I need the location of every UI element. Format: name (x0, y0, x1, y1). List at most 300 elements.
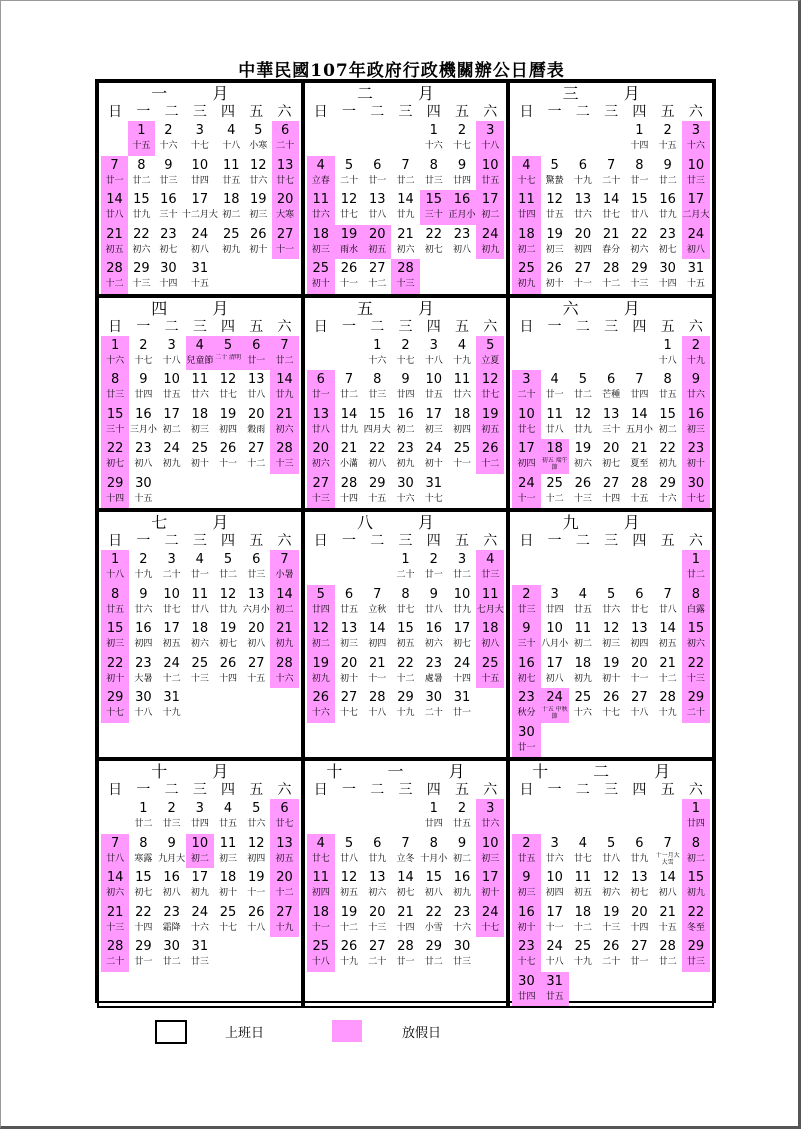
lunar-label: 十八 (658, 355, 677, 366)
lunar-label: 廿七 (162, 604, 181, 615)
day-number: 26 (340, 261, 358, 276)
lunar-label: 二十 清明 (215, 353, 242, 361)
day-number: 16 (687, 406, 705, 422)
lunar-label: 廿七 (276, 175, 295, 186)
day-number: 14 (340, 406, 358, 422)
workday-cell (129, 688, 157, 723)
workday-cell (420, 619, 448, 654)
day-number: 23 (135, 655, 152, 671)
day-number: 31 (191, 939, 209, 954)
lunar-label: 初八 (545, 673, 564, 684)
holiday-day-cell (363, 225, 391, 260)
weekday-header: 五 (454, 782, 469, 798)
day-number: 22 (397, 655, 414, 671)
lunar-label: 初三 (340, 639, 359, 649)
day-number: 29 (659, 475, 676, 491)
lunar-label: 初三 (219, 853, 238, 864)
lunar-label: 廿九 (396, 210, 415, 220)
day-number: 13 (574, 192, 592, 207)
workday-cell (157, 439, 185, 474)
day-number: 11 (574, 621, 592, 636)
lunar-label: 夏至 (630, 459, 649, 469)
workday-cell (242, 619, 270, 654)
month-block (97, 81, 303, 296)
day-number: 7 (607, 157, 616, 173)
day-number: 21 (659, 655, 676, 671)
day-number: 21 (659, 904, 676, 920)
day-number: 8 (429, 157, 438, 173)
day-number: 30 (425, 690, 442, 705)
weekday-header: 日 (108, 782, 123, 798)
weekday-header: 二 (164, 104, 179, 120)
lunar-label: 廿五 (219, 819, 238, 829)
day-number: 28 (106, 261, 123, 276)
holiday-day-cell (512, 654, 540, 689)
day-number: 13 (248, 372, 265, 387)
day-number: 7 (280, 552, 289, 567)
day-number: 25 (312, 939, 330, 954)
day-number: 21 (631, 441, 648, 456)
lunar-label: 初三 (602, 639, 621, 649)
lunar-label: 十六 (106, 355, 125, 366)
lunar-label: 廿四 (545, 604, 564, 615)
empty-cell (363, 121, 391, 156)
day-number: 27 (368, 939, 386, 954)
workday-cell (625, 688, 653, 723)
month-title: 三 月 (562, 84, 660, 103)
workday-cell (363, 688, 391, 723)
lunar-label: 二十 (106, 957, 125, 967)
day-number: 14 (659, 621, 676, 636)
empty-cell (391, 121, 419, 156)
lunar-label: 十三 (686, 673, 705, 684)
holiday-day-cell (512, 619, 540, 654)
day-number: 23 (453, 904, 471, 920)
workday-cell (569, 156, 597, 191)
lunar-label: 十七 (340, 708, 359, 718)
lunar-label: 廿六 (134, 604, 153, 615)
day-number: 27 (276, 904, 293, 920)
workday-cell (569, 370, 597, 405)
day-number: 23 (518, 939, 535, 954)
workday-cell (420, 225, 448, 260)
weekday-header: 三 (398, 782, 413, 798)
weekday-header: 五 (249, 104, 264, 120)
lunar-label: 初二 (275, 604, 294, 615)
day-number: 30 (163, 939, 180, 954)
weekday-header: 日 (519, 318, 534, 335)
day-number: 24 (546, 939, 563, 954)
day-number: 18 (518, 226, 535, 242)
month-title: 八 月 (356, 513, 455, 532)
holiday-day-cell (307, 688, 335, 723)
workday-cell (597, 225, 625, 260)
legend-workday-swatch (155, 1020, 187, 1044)
lunar-label: 廿三 (106, 390, 125, 400)
day-number: 10 (191, 157, 209, 173)
lunar-label: 廿四 (190, 819, 209, 829)
workday-cell (654, 619, 682, 654)
workday-cell (597, 903, 625, 938)
lunar-label: 十五 (368, 493, 387, 504)
day-number: 11 (312, 192, 330, 207)
day-number: 23 (518, 690, 535, 705)
day-number: 14 (631, 406, 648, 422)
workday-cell (597, 156, 625, 191)
lunar-label: 廿四 (311, 604, 330, 615)
holiday-day-cell (682, 121, 710, 156)
workday-cell (448, 370, 476, 405)
workday-cell (541, 370, 569, 405)
workday-cell (391, 585, 419, 620)
lunar-label: 廿四 (396, 390, 415, 400)
holiday-day-cell (682, 688, 710, 723)
day-number: 23 (453, 226, 471, 242)
day-number: 19 (546, 226, 563, 242)
holiday-day-cell (270, 405, 298, 440)
day-number: 28 (276, 655, 293, 671)
lunar-label: 初八 (162, 888, 181, 898)
workday-cell (625, 190, 653, 225)
day-number: 9 (691, 372, 701, 387)
workday-cell (654, 688, 682, 723)
lunar-label: 初九 (162, 459, 181, 469)
empty-cell (335, 550, 363, 585)
workday-cell (245, 190, 272, 225)
holiday-day-cell (682, 550, 710, 585)
lunar-label: 廿二 (340, 390, 359, 400)
day-number: 28 (368, 690, 386, 705)
lunar-label: 初五 (162, 639, 181, 649)
day-number: 27 (248, 655, 265, 671)
day-grid (512, 550, 710, 757)
workday-cell (420, 585, 448, 620)
weekday-header: 三 (398, 318, 413, 335)
lunar-label: 初十 (249, 244, 268, 255)
day-number: 9 (139, 372, 148, 387)
lunar-label: 初五 (368, 244, 387, 255)
lunar-label: 十六 (311, 708, 330, 718)
day-number: 1 (429, 801, 438, 816)
day-number: 26 (602, 939, 620, 954)
lunar-label: 五月小 (625, 424, 653, 435)
day-number: 26 (248, 904, 265, 920)
lunar-label: 十二 (481, 459, 500, 469)
workday-cell (391, 474, 419, 509)
lunar-label: 初四 (247, 853, 266, 864)
day-number: 14 (276, 586, 293, 602)
holiday-day-cell (101, 336, 129, 371)
weekday-header: 一 (342, 104, 356, 120)
holiday-day-cell (541, 972, 569, 1007)
holiday-day-cell (682, 190, 710, 225)
workday-cell (129, 405, 157, 440)
workday-cell (155, 156, 182, 191)
lunar-label: 十四 (396, 922, 415, 933)
holiday-day-cell (476, 225, 504, 260)
workday-cell (214, 654, 242, 689)
day-number: 15 (135, 870, 152, 885)
lunar-label: 廿九 (630, 853, 649, 864)
workday-cell (391, 439, 419, 474)
day-number: 7 (401, 157, 410, 173)
lunar-label: 初九 (573, 673, 592, 684)
lunar-label: 十九 (573, 957, 592, 967)
lunar-label: 十三 (396, 279, 415, 289)
workday-cell (541, 585, 569, 620)
workday-cell (155, 259, 182, 294)
day-number: 14 (106, 870, 124, 885)
lunar-label: 初三 (686, 424, 705, 435)
workday-cell (391, 550, 419, 585)
weekday-header: 三 (398, 533, 413, 549)
lunar-label: 廿八 (106, 853, 125, 864)
day-number: 7 (663, 835, 672, 851)
lunar-label: 十一 (311, 922, 330, 933)
weekday-header: 三 (398, 104, 413, 120)
lunar-label: 廿九 (340, 424, 359, 435)
day-number: 10 (481, 835, 499, 851)
lunar-label: 初七 (159, 244, 178, 255)
holiday-day-cell (307, 868, 335, 903)
workday-cell (214, 903, 242, 938)
weekday-header: 三 (192, 104, 207, 120)
workday-cell (214, 585, 242, 620)
lunar-label: 初四 (545, 888, 564, 898)
lunar-label: 十九 (396, 708, 415, 718)
holiday-day-cell (476, 619, 504, 654)
lunar-label: 初九 (396, 459, 415, 469)
day-grid (101, 121, 299, 294)
day-number: 14 (276, 372, 293, 387)
workday-cell (625, 225, 653, 260)
workday-cell (391, 156, 419, 191)
day-number: 5 (316, 586, 325, 602)
workday-cell (569, 474, 597, 509)
legend-holiday-swatch (332, 1020, 362, 1042)
month-title: 六 月 (562, 298, 660, 318)
day-number: 17 (191, 192, 209, 207)
day-number: 30 (687, 475, 705, 491)
workday-cell (625, 474, 653, 509)
lunar-label: 霜降 (162, 922, 181, 933)
workday-cell (597, 585, 625, 620)
day-number: 17 (687, 192, 705, 207)
workday-cell (597, 439, 625, 474)
day-number: 27 (631, 690, 648, 705)
workday-cell (541, 405, 569, 440)
workday-cell (625, 585, 653, 620)
holiday-day-cell (420, 190, 448, 225)
weekday-header: 五 (249, 318, 264, 335)
month-title: 五 月 (356, 298, 455, 318)
holiday-day-cell (476, 799, 504, 834)
day-number: 2 (522, 586, 531, 602)
lunar-label: 初三 (517, 888, 536, 898)
day-number: 4 (578, 586, 588, 602)
lunar-label: 初二 (686, 853, 705, 864)
lunar-label: 十六 (573, 708, 592, 718)
lunar-label: 十五 (686, 279, 705, 289)
lunar-label: 十一 (219, 459, 238, 469)
day-number: 30 (135, 690, 152, 705)
day-number: 18 (219, 870, 237, 885)
day-number: 19 (312, 655, 330, 671)
day-number: 5 (252, 801, 261, 816)
day-number: 8 (429, 835, 438, 851)
lunar-label: 廿七 (219, 390, 238, 400)
lunar-label: 十九 (134, 570, 153, 580)
lunar-label: 初十 (481, 888, 500, 898)
day-number: 29 (106, 475, 124, 491)
lunar-label: 十三 (573, 493, 592, 504)
lunar-label: 廿九 (658, 210, 677, 220)
day-number: 23 (135, 441, 152, 456)
workday-cell (569, 903, 597, 938)
weekday-header: 六 (688, 533, 703, 549)
weekday-header: 一 (547, 104, 562, 120)
lunar-label: 十七 (517, 175, 536, 186)
day-number: 7 (373, 586, 382, 602)
day-grid (101, 550, 299, 723)
day-number: 16 (518, 655, 535, 671)
lunar-label: 廿八 (190, 604, 209, 615)
workday-cell (186, 903, 214, 938)
lunar-label: 廿二 (452, 570, 471, 580)
day-number: 28 (397, 261, 414, 276)
lunar-label: 廿三 (368, 390, 387, 400)
workday-cell (363, 937, 391, 972)
legend-holiday-label: 放假日 (402, 1026, 442, 1041)
workday-cell (682, 259, 710, 294)
lunar-label: 十九 (452, 355, 471, 366)
holiday-day-cell (101, 259, 128, 294)
workday-cell (391, 654, 419, 689)
month-block (508, 81, 714, 296)
day-number: 30 (135, 475, 152, 491)
holiday-day-cell (242, 336, 270, 371)
month-title: 七 月 (151, 513, 249, 532)
month-title: 十 月 (151, 762, 249, 781)
workday-cell (420, 868, 448, 903)
weekday-header: 一 (136, 782, 151, 798)
workday-cell (391, 370, 419, 405)
day-grid (101, 336, 299, 509)
day-number: 26 (312, 690, 330, 705)
day-grid (512, 799, 710, 1006)
day-grid (512, 121, 710, 294)
workday-cell (597, 474, 625, 509)
empty-cell (512, 550, 540, 585)
weekday-header: 一 (547, 782, 562, 798)
lunar-label: 初七 (134, 888, 153, 898)
lunar-label: 廿二 (658, 175, 677, 186)
holiday-day-cell (101, 619, 129, 654)
day-number: 24 (481, 904, 499, 920)
lunar-label: 十五 (132, 141, 151, 151)
day-number: 19 (481, 406, 499, 422)
empty-cell (307, 550, 335, 585)
lunar-label: 廿八 (247, 390, 266, 400)
lunar-label: 十七 (517, 957, 536, 967)
lunar-label: 十五 (630, 493, 649, 504)
weekday-header: 二 (370, 782, 385, 798)
weekday-header: 日 (313, 782, 328, 798)
empty-cell (335, 121, 363, 156)
lunar-label: 十二 (105, 279, 124, 289)
lunar-label: 初八 (686, 244, 705, 255)
workday-cell (420, 834, 448, 869)
day-number: 18 (312, 904, 330, 920)
lunar-label: 廿六 (602, 604, 621, 615)
weekday-header: 日 (108, 318, 123, 335)
lunar-label: 十九 (275, 922, 294, 933)
lunar-label: 十九 (658, 708, 677, 718)
lunar-label: 初七 (630, 888, 649, 898)
lunar-label: 廿八 (424, 604, 443, 615)
workday-cell (448, 121, 476, 156)
lunar-label: 初七 (106, 459, 125, 469)
day-number: 18 (191, 406, 209, 422)
day-number: 31 (453, 690, 471, 705)
day-number: 29 (631, 261, 648, 276)
holiday-day-cell (512, 190, 540, 225)
workday-cell (597, 619, 625, 654)
lunar-label: 小雪 (424, 922, 443, 933)
holiday-day-cell (682, 439, 710, 474)
holiday-day-cell (101, 474, 129, 509)
empty-cell (625, 336, 653, 371)
day-number: 7 (344, 372, 354, 387)
workday-cell (597, 868, 625, 903)
day-number: 8 (110, 586, 120, 602)
day-number: 14 (602, 192, 620, 207)
lunar-label: 廿二 (396, 175, 415, 186)
workday-cell (448, 336, 476, 371)
day-number: 11 (312, 870, 330, 885)
holiday-day-cell (307, 903, 335, 938)
lunar-label: 白露 (686, 604, 705, 615)
lunar-label: 廿六 (311, 210, 330, 220)
lunar-label: 廿二 (275, 355, 294, 366)
lunar-label: 十三 (106, 922, 125, 933)
weekday-header: 三 (604, 318, 619, 335)
lunar-label: 十七 (481, 922, 500, 933)
holiday-day-cell (476, 156, 504, 191)
day-number: 4 (522, 157, 531, 173)
empty-cell (541, 336, 569, 371)
lunar-label: 初八 (247, 639, 266, 649)
lunar-label: 廿八 (545, 424, 564, 435)
lunar-label: 初九 (517, 279, 536, 289)
workday-cell (625, 834, 653, 869)
workday-cell (625, 937, 653, 972)
workday-cell (245, 156, 272, 191)
weekday-header-row (307, 781, 505, 799)
lunar-label: 廿六 (545, 853, 564, 864)
day-number: 16 (659, 192, 676, 207)
weekday-header: 二 (370, 318, 385, 335)
day-number: 26 (574, 475, 592, 491)
holiday-day-cell (272, 190, 299, 225)
day-number: 21 (276, 406, 293, 422)
empty-cell (569, 336, 597, 371)
day-number: 1 (110, 552, 120, 567)
day-number: 12 (481, 372, 499, 387)
weekday-header: 日 (519, 104, 534, 120)
day-number: 15 (106, 406, 124, 422)
day-number: 10 (546, 621, 563, 636)
